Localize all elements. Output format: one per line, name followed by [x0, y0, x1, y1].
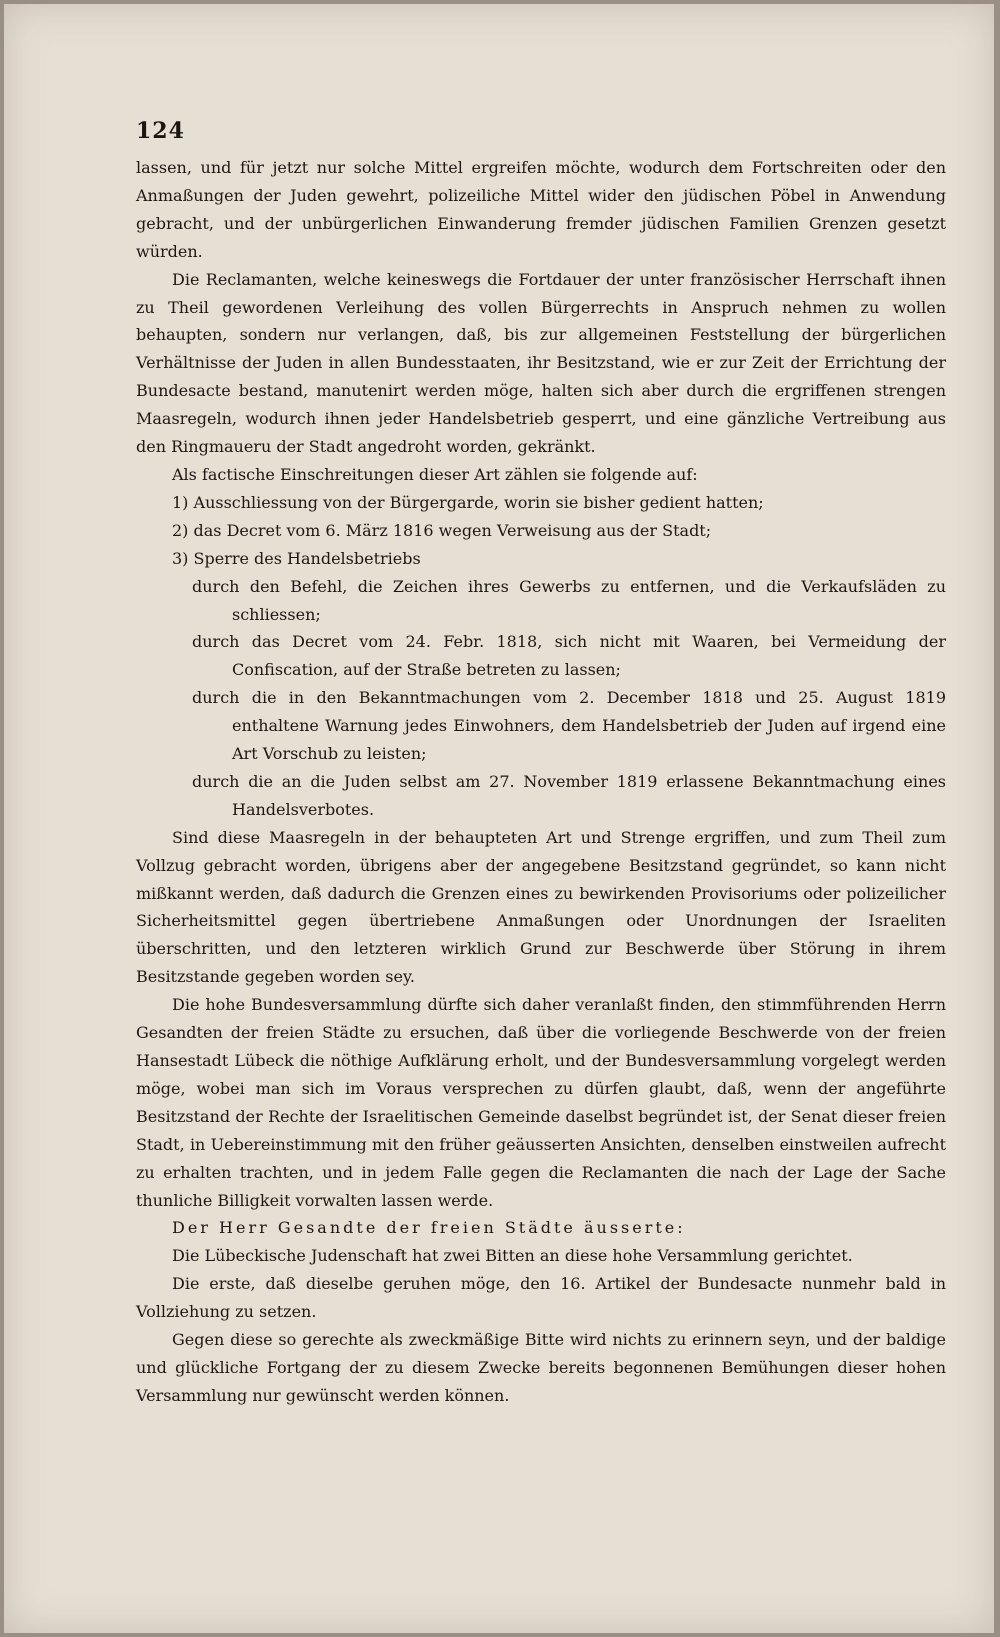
list-item: 2) das Decret vom 6. März 1816 wegen Verweisung aus der Stadt; — [172, 520, 712, 540]
paragraph: Gegen diese so gerechte als zweckmäßige Bitte wird nichts zu erinnern seyn, und der baldige und glückliche Fortgang der zu diesem Zwecke bereits begonnenen Bemühungen dieser hohen Versammlung nur gewünscht werden können. — [136, 1330, 946, 1405]
sub-list-item: durch den Befehl, die Zeichen ihres Gewerbs zu entfernen, und die Verkaufsläden zu schliessen; — [192, 576, 946, 624]
paragraph: Als factische Einschreitungen dieser Art zählen sie folgende auf: — [172, 464, 698, 484]
document-page — [4, 4, 994, 1633]
body-text — [136, 154, 946, 1410]
sub-list-item: durch die in den Bekanntmachungen vom 2. December 1818 und 25. August 1819 enthaltene Warnung jedes Einwohners, dem Handelsbetrieb der Juden auf irgend eine Art Vorschub zu leisten; — [192, 688, 946, 764]
list-item: 1) Ausschliessung von der Bürgergarde, worin sie bisher gedient hatten; — [172, 492, 764, 512]
sub-list-item: durch das Decret vom 24. Febr. 1818, sich nicht mit Waaren, bei Vermeidung der Confiscation, auf der Straße betreten zu lassen; — [192, 632, 946, 680]
paragraph: Die Lübeckische Judenschaft hat zwei Bitten an diese hohe Versammlung gerichtet. — [172, 1246, 853, 1266]
paragraph: Die erste, daß dieselbe geruhen möge, den 16. Artikel der Bundesacte nunmehr bald in Vollziehung zu setzen. — [136, 1274, 946, 1322]
sub-list-item: durch die an die Juden selbst am 27. November 1819 erlassene Bekanntmachung eines Handelsverbotes. — [192, 771, 946, 819]
list-item: 3) Sperre des Handelsbetriebs — [172, 548, 421, 568]
paragraph: Die Reclamanten, welche keineswegs die Fortdauer der unter französischer Herrschaft ihnen zu Theil gewordenen Verleihung des vollen Bürgerrechts in Anspruch nehmen zu wollen behaupten, sondern nur verlangen, daß, bis zur allgemeinen Feststellung der bürgerlichen Verhältnisse der Juden in allen Bundesstaaten, ihr Besitzstand, wie er zur Zeit der Errichtung der Bundesacte bestand, manutenirt werden möge, halten sich aber durch die ergriffenen strengen Maasregeln, wodurch ihnen jeder Handelsbetrieb gesperrt, und eine gänzliche Vertreibung aus den Ringmaueru der Stadt angedroht worden, gekränkt. — [136, 269, 946, 457]
speaker-heading: Der Herr Gesandte der freien Städte äusserte: — [172, 1218, 686, 1238]
paragraph: lassen, und für jetzt nur solche Mittel ergreifen möchte, wodurch dem Fortschreiten oder den Anmaßungen der Juden gewehrt, polizeiliche Mittel wider den jüdischen Pöbel in Anwendung gebracht, und der unbürgerlichen Einwanderung fremder jüdischen Familien Grenzen gesetzt würden. — [136, 158, 946, 261]
page-number: 124 — [136, 118, 185, 144]
paragraph: Sind diese Maasregeln in der behaupteten Art und Strenge ergriffen, und zum Theil zum Vollzug gebracht worden, übrigens aber der angegebene Besitzstand gegründet, so kann nicht mißkannt werden, daß dadurch die Grenzen eines zu bewirkenden Provisoriums oder polizeilicher Sicherheitsmittel gegen übertriebene Anmaßungen oder Unordnungen der Israeliten überschritten, und den letzteren wirklich Grund zur Beschwerde über Störung in ihrem Besitzstande gegeben worden sey. — [136, 827, 946, 987]
paragraph: Die hohe Bundesversammlung dürfte sich daher veranlaßt finden, den stimmführenden Herrn Gesandten der freien Städte zu ersuchen, daß über die vorliegende Beschwerde von der freien Hansestadt Lübeck die nöthige Aufklärung erholt, und der Bundesversammlung vorgelegt werden möge, wobei man sich im Voraus versprechen zu dürfen glaubt, daß, wenn der angeführte Besitzstand der Rechte der Israelitischen Gemeinde daselbst begründet ist, der Senat dieser freien Stadt, in Uebereinstimmung mit den früher geäusserten Ansichten, denselben einstweilen aufrecht zu erhalten trachten, und in jedem Falle gegen die Reclamanten die nach der Lage der Sache thunliche Billigkeit vorwalten lassen werde. — [136, 995, 946, 1210]
